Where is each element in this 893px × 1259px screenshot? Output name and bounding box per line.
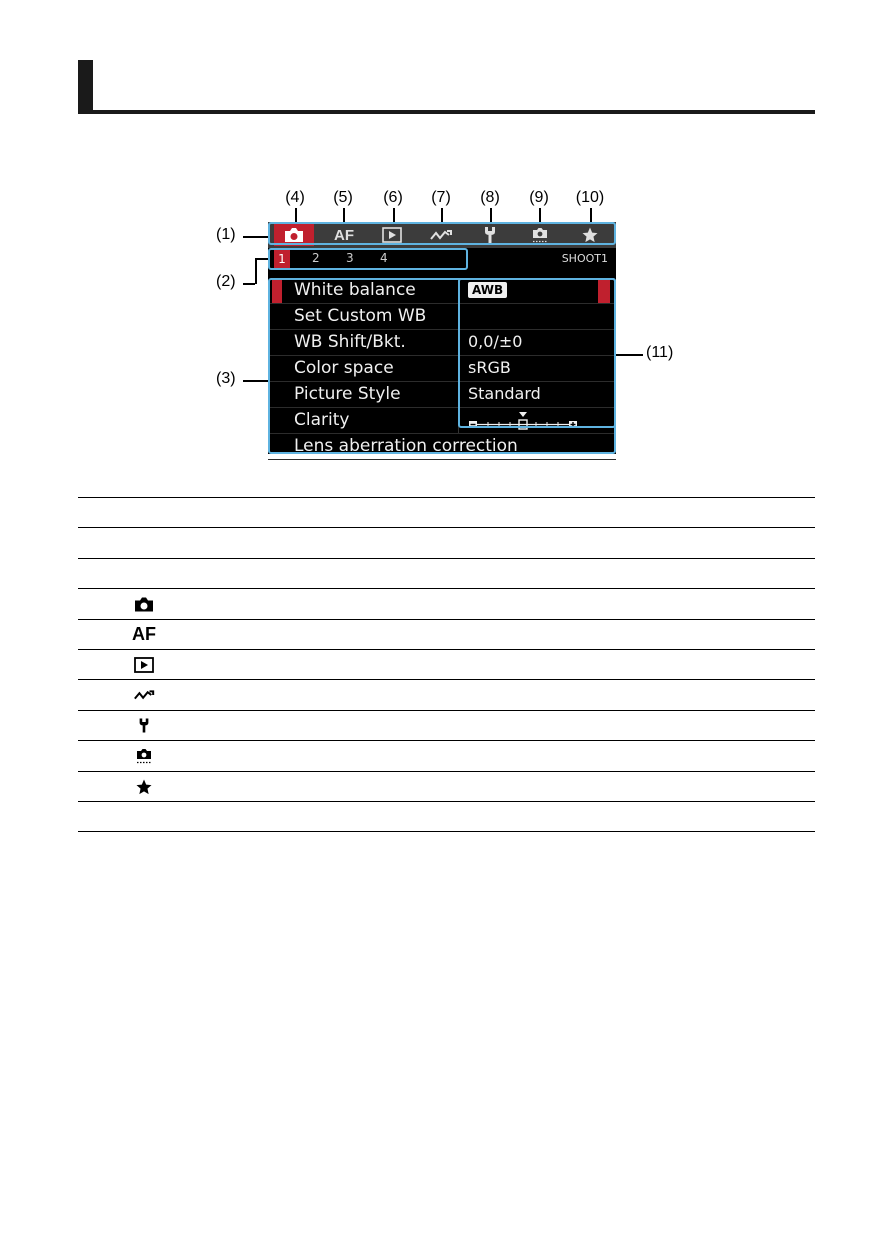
callout-3: (3) xyxy=(216,370,236,387)
menu-item-label: Color space xyxy=(294,358,394,378)
menu-item-label: Picture Style xyxy=(294,384,401,404)
callout-2: (2) xyxy=(216,273,236,290)
af-icon: AF xyxy=(334,226,354,244)
section-header-marker xyxy=(78,60,93,114)
wrench-icon xyxy=(133,717,155,735)
highlight-settings xyxy=(458,278,616,428)
menu-item-value: sRGB xyxy=(468,358,511,377)
table-row xyxy=(78,801,815,832)
menu-item-label: WB Shift/Bkt. xyxy=(294,332,406,352)
callout-11: (11) xyxy=(646,344,674,361)
callout-4: (4) xyxy=(285,189,305,206)
menu-item-value: Standard xyxy=(468,384,541,403)
callout-10: (10) xyxy=(575,189,605,206)
highlight-tab-bar xyxy=(268,222,616,245)
page-title: SHOOT1 xyxy=(561,252,608,265)
callout-6: (6) xyxy=(383,189,403,206)
page-tab-2[interactable]: 2 xyxy=(312,251,320,265)
table-row xyxy=(78,558,815,588)
leader-2-up xyxy=(255,258,257,284)
callout-9: (9) xyxy=(529,189,549,206)
table-row xyxy=(78,619,815,649)
leader-2-top xyxy=(255,258,268,260)
wireless-icon xyxy=(133,686,155,704)
callout-5: (5) xyxy=(333,189,353,206)
table-row xyxy=(78,527,815,557)
af-icon: AF xyxy=(132,624,156,645)
custom-camera-icon xyxy=(133,747,155,765)
callout-7: (7) xyxy=(431,189,451,206)
callout-1: (1) xyxy=(216,226,236,243)
menu-item-value: 0,0/±0 xyxy=(468,332,523,351)
table-row xyxy=(78,740,815,770)
page-tab-3[interactable]: 3 xyxy=(346,251,354,265)
highlight-page-tabs xyxy=(268,248,468,270)
leader-3 xyxy=(243,380,268,382)
section-header-rule xyxy=(78,110,815,114)
table-row xyxy=(78,771,815,801)
camera-menu-screen xyxy=(268,222,616,454)
playback-icon xyxy=(133,656,155,674)
awb-badge: AWB xyxy=(468,282,507,298)
menu-item-label: White balance xyxy=(294,280,416,300)
table-row xyxy=(78,710,815,740)
page-tab-1[interactable]: 1 xyxy=(274,249,290,269)
menu-item-label: Clarity xyxy=(294,410,350,430)
table-row xyxy=(78,497,815,527)
menu-item-label: Set Custom WB xyxy=(294,306,427,326)
camera-icon xyxy=(133,595,155,613)
table-row xyxy=(78,649,815,679)
menu-item-label: Lens aberration correction xyxy=(294,436,518,456)
callout-8: (8) xyxy=(480,189,500,206)
table-row xyxy=(78,679,815,709)
table-row xyxy=(78,588,815,618)
leader-2 xyxy=(243,283,255,285)
leader-11 xyxy=(615,354,643,356)
star-icon xyxy=(133,778,155,796)
legend-table xyxy=(78,497,815,832)
leader-1 xyxy=(243,236,268,238)
page-tab-4[interactable]: 4 xyxy=(380,251,388,265)
